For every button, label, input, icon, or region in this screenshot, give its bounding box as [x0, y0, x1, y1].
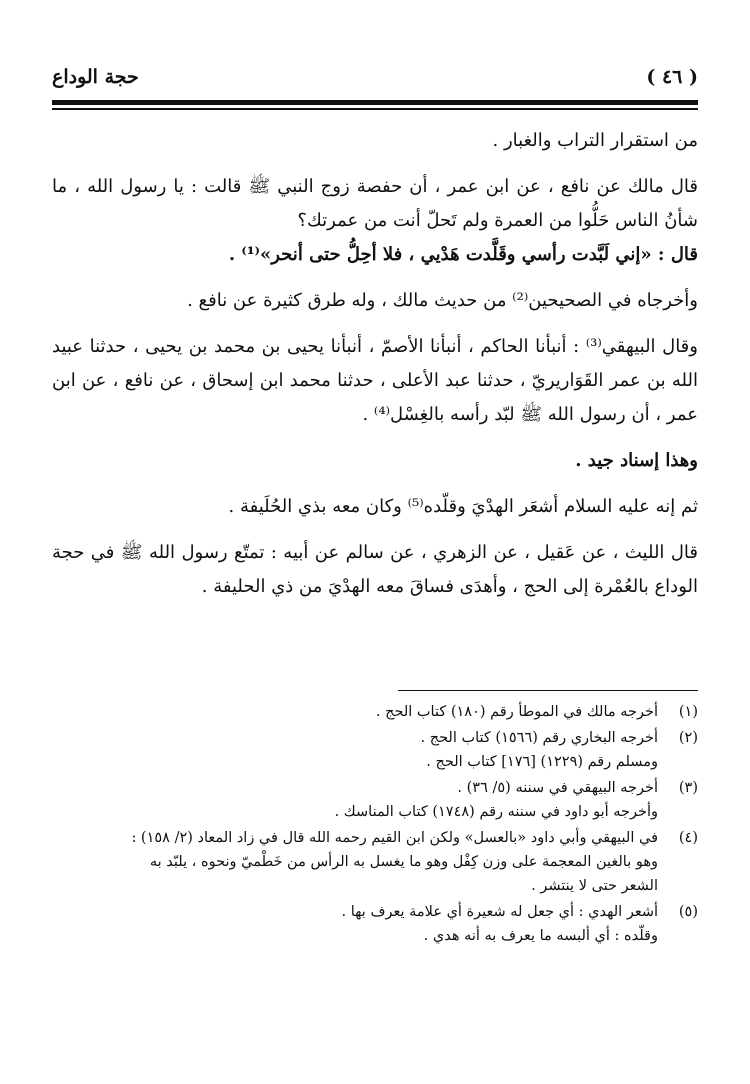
footnote-number: (٤)	[678, 830, 698, 846]
footnote-number: (٣)	[678, 780, 698, 796]
footnote-5	[52, 900, 698, 948]
footnote-text: أخرجه مالك في الموطأ رقم (١٨٠) كتاب الحج .	[375, 704, 658, 720]
footnote-3	[52, 776, 698, 824]
paragraph-2: قال مالك عن نافع ، عن ابن عمر ، أن حفصة زوج النبي ﷺ قالت : يا رسول الله ، ما شأنُ الناس حَلُّوا من العمرة ولم تَحلّ أنت من عمرتك؟	[52, 176, 698, 231]
header-rule-thick	[52, 100, 698, 105]
paragraph-1: من استقرار التراب والغبار .	[492, 130, 698, 151]
footnote-separator	[398, 690, 698, 691]
footnote-text: وهو بالغين المعجمة على وزن كِفْل وهو ما يغسل به الرأس من خَطْميّ ونحوه ، يلبّد به	[149, 854, 658, 870]
footnote-1	[52, 700, 698, 724]
footnote-4	[52, 826, 698, 898]
footnotes	[52, 700, 698, 950]
paragraph-7: ثم إنه عليه السلام أشعَر الهدْيَ وقلّده⁽⁵⁾ وكان معه بذي الحُلَيفة .	[228, 496, 698, 517]
footnote-number: (٢)	[678, 730, 698, 746]
running-head: حجة الوداع	[52, 66, 139, 88]
footnote-text: أشعر الهدي : أي جعل له شعيرة أي علامة يعرف بها .	[341, 904, 658, 920]
footnote-number: (١)	[678, 704, 698, 720]
paragraph-8: قال الليث ، عن عَقيل ، عن الزهري ، عن سالم عن أبيه : تمتّع رسول الله ﷺ في حجة الوداع بالعُمْرة إلى الحج ، وأهدَى فساقَ معه الهدْيَ من ذي الحليفة .	[52, 542, 698, 597]
page-number: ( ٤٦ )	[646, 66, 698, 88]
paragraph-4: وأخرجاه في الصحيحين⁽²⁾ من حديث مالك ، وله طرق كثيرة عن نافع .	[187, 290, 698, 311]
header-rule-thin	[52, 108, 698, 110]
footnote-text: وقلّده : أي ألبسه ما يعرف به أنه هدي .	[423, 928, 658, 944]
main-text	[52, 124, 698, 616]
footnote-text: في البيهقي وأبي داود «بالعسل» ولكن ابن القيم رحمه الله قال في زاد المعاد (٢/ ١٥٨) :	[131, 830, 658, 846]
footnote-text: ومسلم رقم (١٢٢٩) [١٧٦] كتاب الحج .	[426, 754, 658, 770]
footnote-text: أخرجه البخاري رقم (١٥٦٦) كتاب الحج .	[420, 730, 658, 746]
paragraph-3: قال : «إني لَبَّدت رأسي وقَلَّدت هَدْيي ، فلا أحِلُّ حتى أنحر»⁽¹⁾ .	[228, 244, 698, 265]
page-header	[52, 66, 698, 96]
footnote-2	[52, 726, 698, 774]
paragraph-6: وهذا إسناد جيد .	[575, 450, 698, 471]
footnote-text: الشعر حتى لا ينتشر .	[531, 878, 658, 894]
footnote-text: وأخرجه أبو داود في سننه رقم (١٧٤٨) كتاب المناسك .	[334, 804, 658, 820]
footnote-text: أخرجه البيهقي في سننه (٥/ ٣٦) .	[457, 780, 658, 796]
paragraph-5: وقال البيهقي⁽³⁾ : أنبأنا الحاكم ، أنبأنا الأصمّ ، أنبأنا يحيى بن محمد بن يحيى ، حدثنا عبيد الله بن عمر القَوَاريريّ ، حدثنا عبد الأعلى ، حدثنا محمد ابن إسحاق ، عن نافع ، عن ابن عمر ، أن رسول الله ﷺ لبّد رأسه بالغِسْل⁽⁴⁾ .	[52, 336, 698, 425]
footnote-number: (٥)	[678, 904, 698, 920]
